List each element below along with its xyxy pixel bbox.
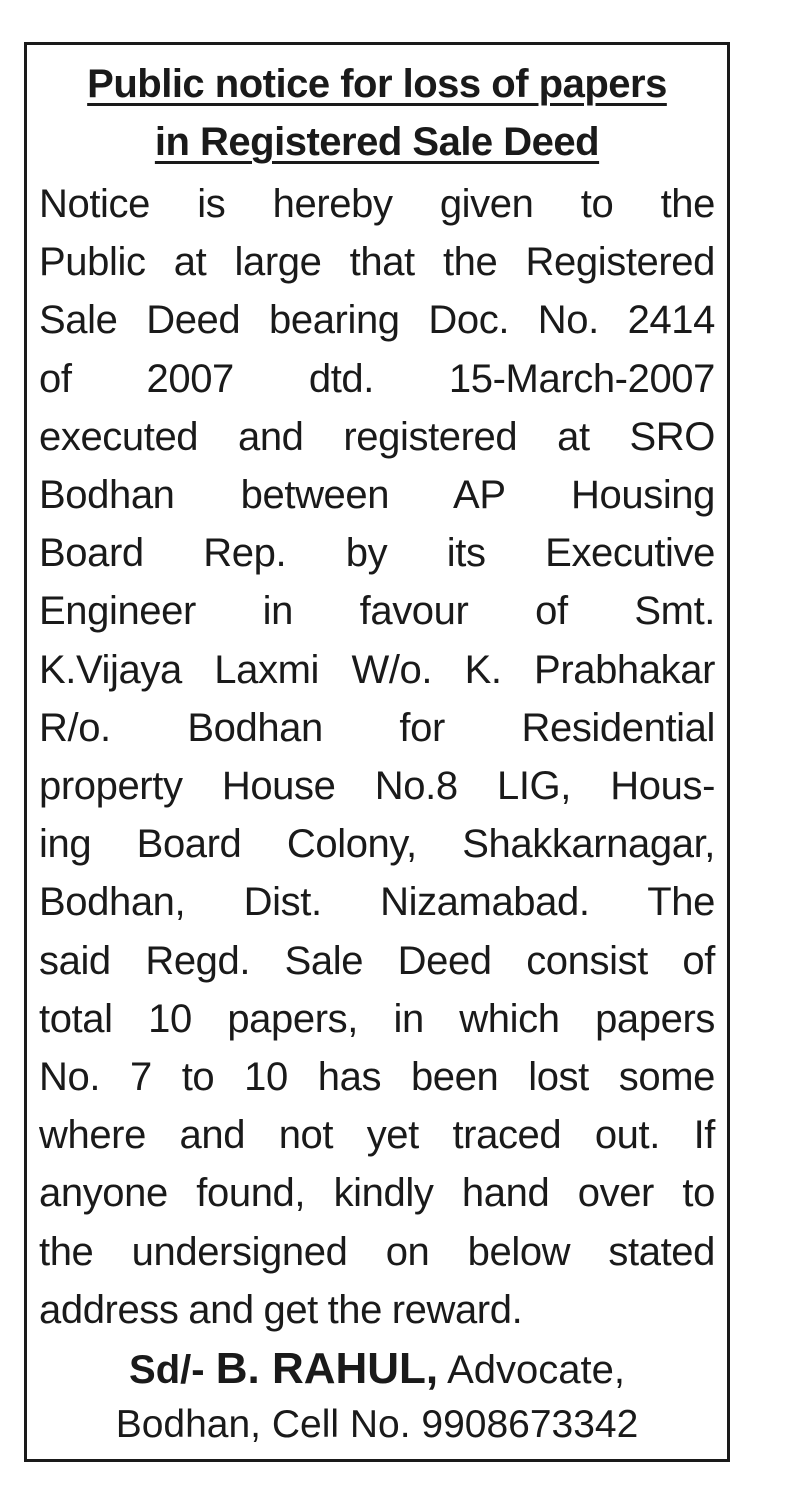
body-line: Notice is hereby given to the (39, 182, 715, 226)
body-line: the undersigned on below stated (39, 1229, 715, 1274)
public-notice (24, 42, 730, 1462)
body-line: R/o. Bodhan for Residential (39, 705, 715, 750)
body-line: No. 7 to 10 has been lost some (39, 1055, 715, 1100)
body-line: executed and registered at SRO (39, 414, 715, 459)
body-line: said Regd. Sale Deed consist of (39, 938, 715, 983)
signatory-title: Advocate, (447, 1348, 625, 1393)
notice-title-line-1: Public notice for loss of papers (87, 62, 667, 106)
body-line: address and get the reward. (39, 1287, 523, 1332)
body-line: ing Board Colony, Shakkarnagar, (39, 822, 715, 867)
body-line: Sale Deed bearing Doc. No. 2414 (39, 298, 715, 343)
body-line: Board Rep. by its Executive (39, 531, 715, 576)
body-line: of 2007 dtd. 15-March-2007 (39, 356, 715, 401)
signatory-name: B. RAHUL, (215, 1344, 439, 1394)
body-line: Bodhan, Dist. Nizamabad. The (39, 880, 715, 925)
body-line: total 10 papers, in which papers (39, 996, 715, 1041)
signature-prefix: Sd/- (129, 1348, 205, 1393)
body-line: where and not yet traced out. If (39, 1113, 715, 1158)
signature-block (39, 1341, 715, 1452)
body-line: Engineer in favour of Smt. (39, 589, 715, 634)
notice-title-line-2: in Registered Sale Deed (154, 120, 600, 164)
notice-body (39, 175, 715, 1339)
body-line: K.Vijaya Laxmi W/o. K. Prabhakar (39, 647, 715, 692)
body-line: Bodhan between AP Housing (39, 473, 715, 518)
body-line: anyone found, kindly hand over to (39, 1171, 715, 1216)
body-line: Public at large that the Registered (39, 240, 715, 285)
body-line: property House No.8 LIG, Hous- (39, 764, 715, 809)
signatory-address: Bodhan, Cell No. 9908673342 (115, 1403, 639, 1447)
notice-title (39, 55, 715, 171)
